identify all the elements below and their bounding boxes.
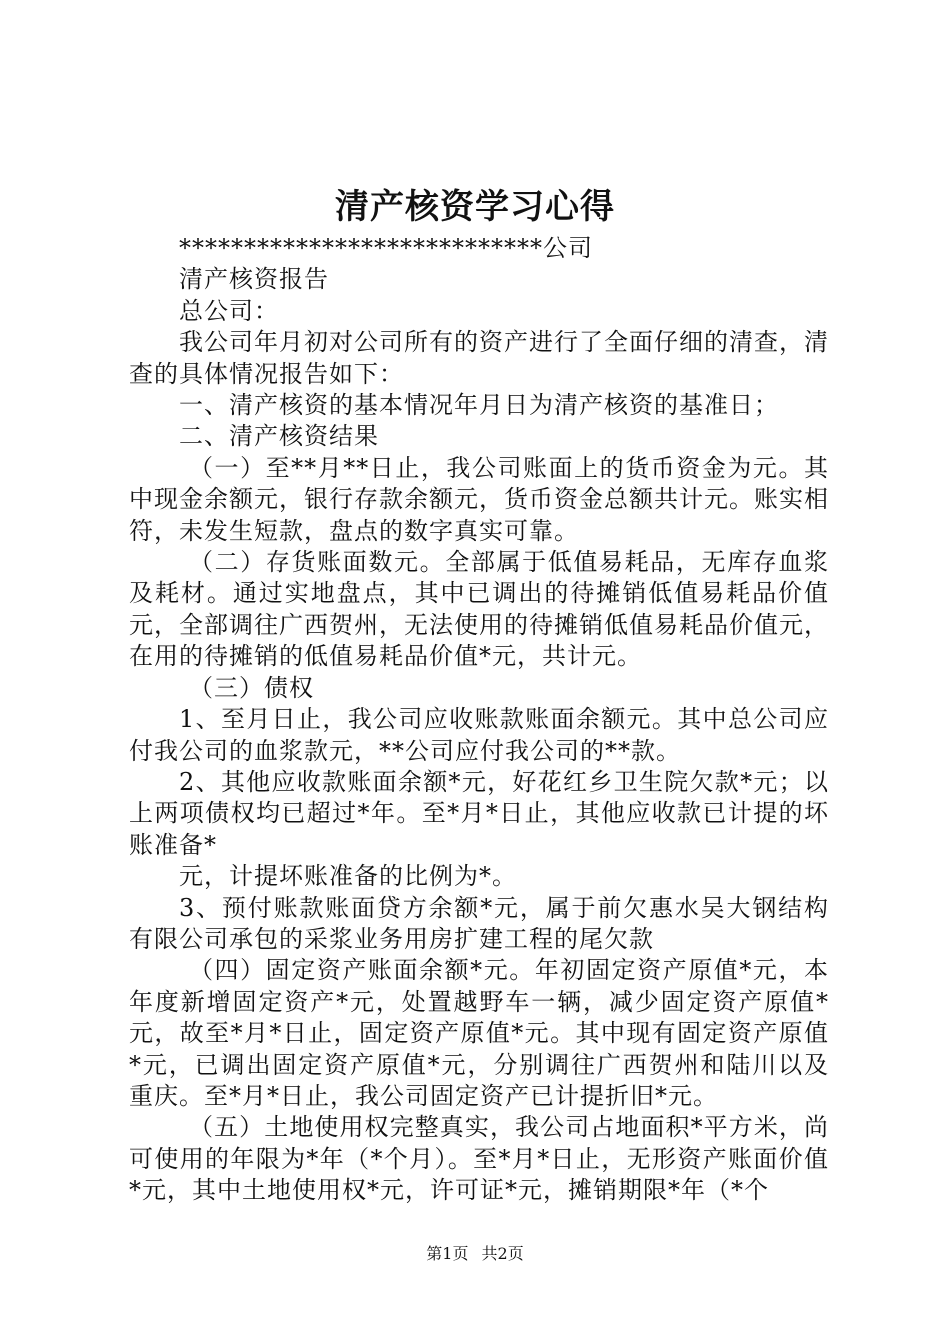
page-total: 共2页 [481,1244,524,1263]
paragraph-receivables: 1、至月日止，我公司应收账款账面余额元。其中总公司应付我公司的血浆款元，**公司应付我公司的**款。 [129,705,829,765]
document-body [129,233,829,1207]
salutation: 总公司： [179,296,279,325]
paragraph-fixed-assets: （四）固定资产账面余额*元。年初固定资产原值*元，本年度新增固定资产*元，处置越野车一辆，减少固定资产原值*元，故至*月*日止，固定资产原值*元。其中现有固定资产原值*元，已调出固定资产原值*元，分别调往广西贺州和陆川以及重庆。至*月*日止，我公司固定资产已计提折旧*元。 [129,956,829,1110]
document-title: 清产核资学习心得 [335,187,615,227]
company-line: ****************************公司 [179,234,593,262]
paragraph-land-use: （五）土地使用权完整真实，我公司占地面积*平方米，尚可使用的年限为*年（*个月）。至*月*日止，无形资产账面价值*元，其中土地使用权*元，许可证*元，摊销期限*年（*个 [129,1113,829,1205]
page-number: 第1页 [426,1244,469,1263]
paragraph-bad-debt: 元，计提坏账准备的比例为*。 [179,862,517,891]
section-heading-2: 二、清产核资结果 [179,422,379,451]
section-heading-1: 一、清产核资的基本情况年月日为清产核资的基准日； [179,391,779,420]
page-footer [0,1243,950,1265]
report-title: 清产核资报告 [179,265,329,294]
subheading-claims: （三）债权 [189,673,314,702]
paragraph-inventory: （二）存货账面数元。全部属于低值易耗品，无库存血浆及耗材。通过实地盘点，其中已调出的待摊销低值易耗品价值元，全部调往广西贺州，无法使用的待摊销低值易耗品价值元，在用的待摊销的低值易耗品价值*元，共计元。 [129,548,829,671]
intro-paragraph: 我公司年月初对公司所有的资产进行了全面仔细的清查，清查的具体情况报告如下： [129,328,829,388]
paragraph-other-receivables: 2、其他应收款账面余额*元，好花红乡卫生院欠款*元；以上两项债权均已超过*年。至*月*日止，其他应收款已计提的坏账准备* [129,767,829,859]
paragraph-prepayments: 3、预付账款账面贷方余额*元，属于前欠惠水吴大钢结构有限公司承包的采浆业务用房扩建工程的尾欠款 [129,893,829,953]
paragraph-cash: （一）至**月**日止，我公司账面上的货币资金为元。其中现金余额元，银行存款余额元，货币资金总额共计元。账实相符，未发生短款，盘点的数字真实可靠。 [129,453,829,545]
